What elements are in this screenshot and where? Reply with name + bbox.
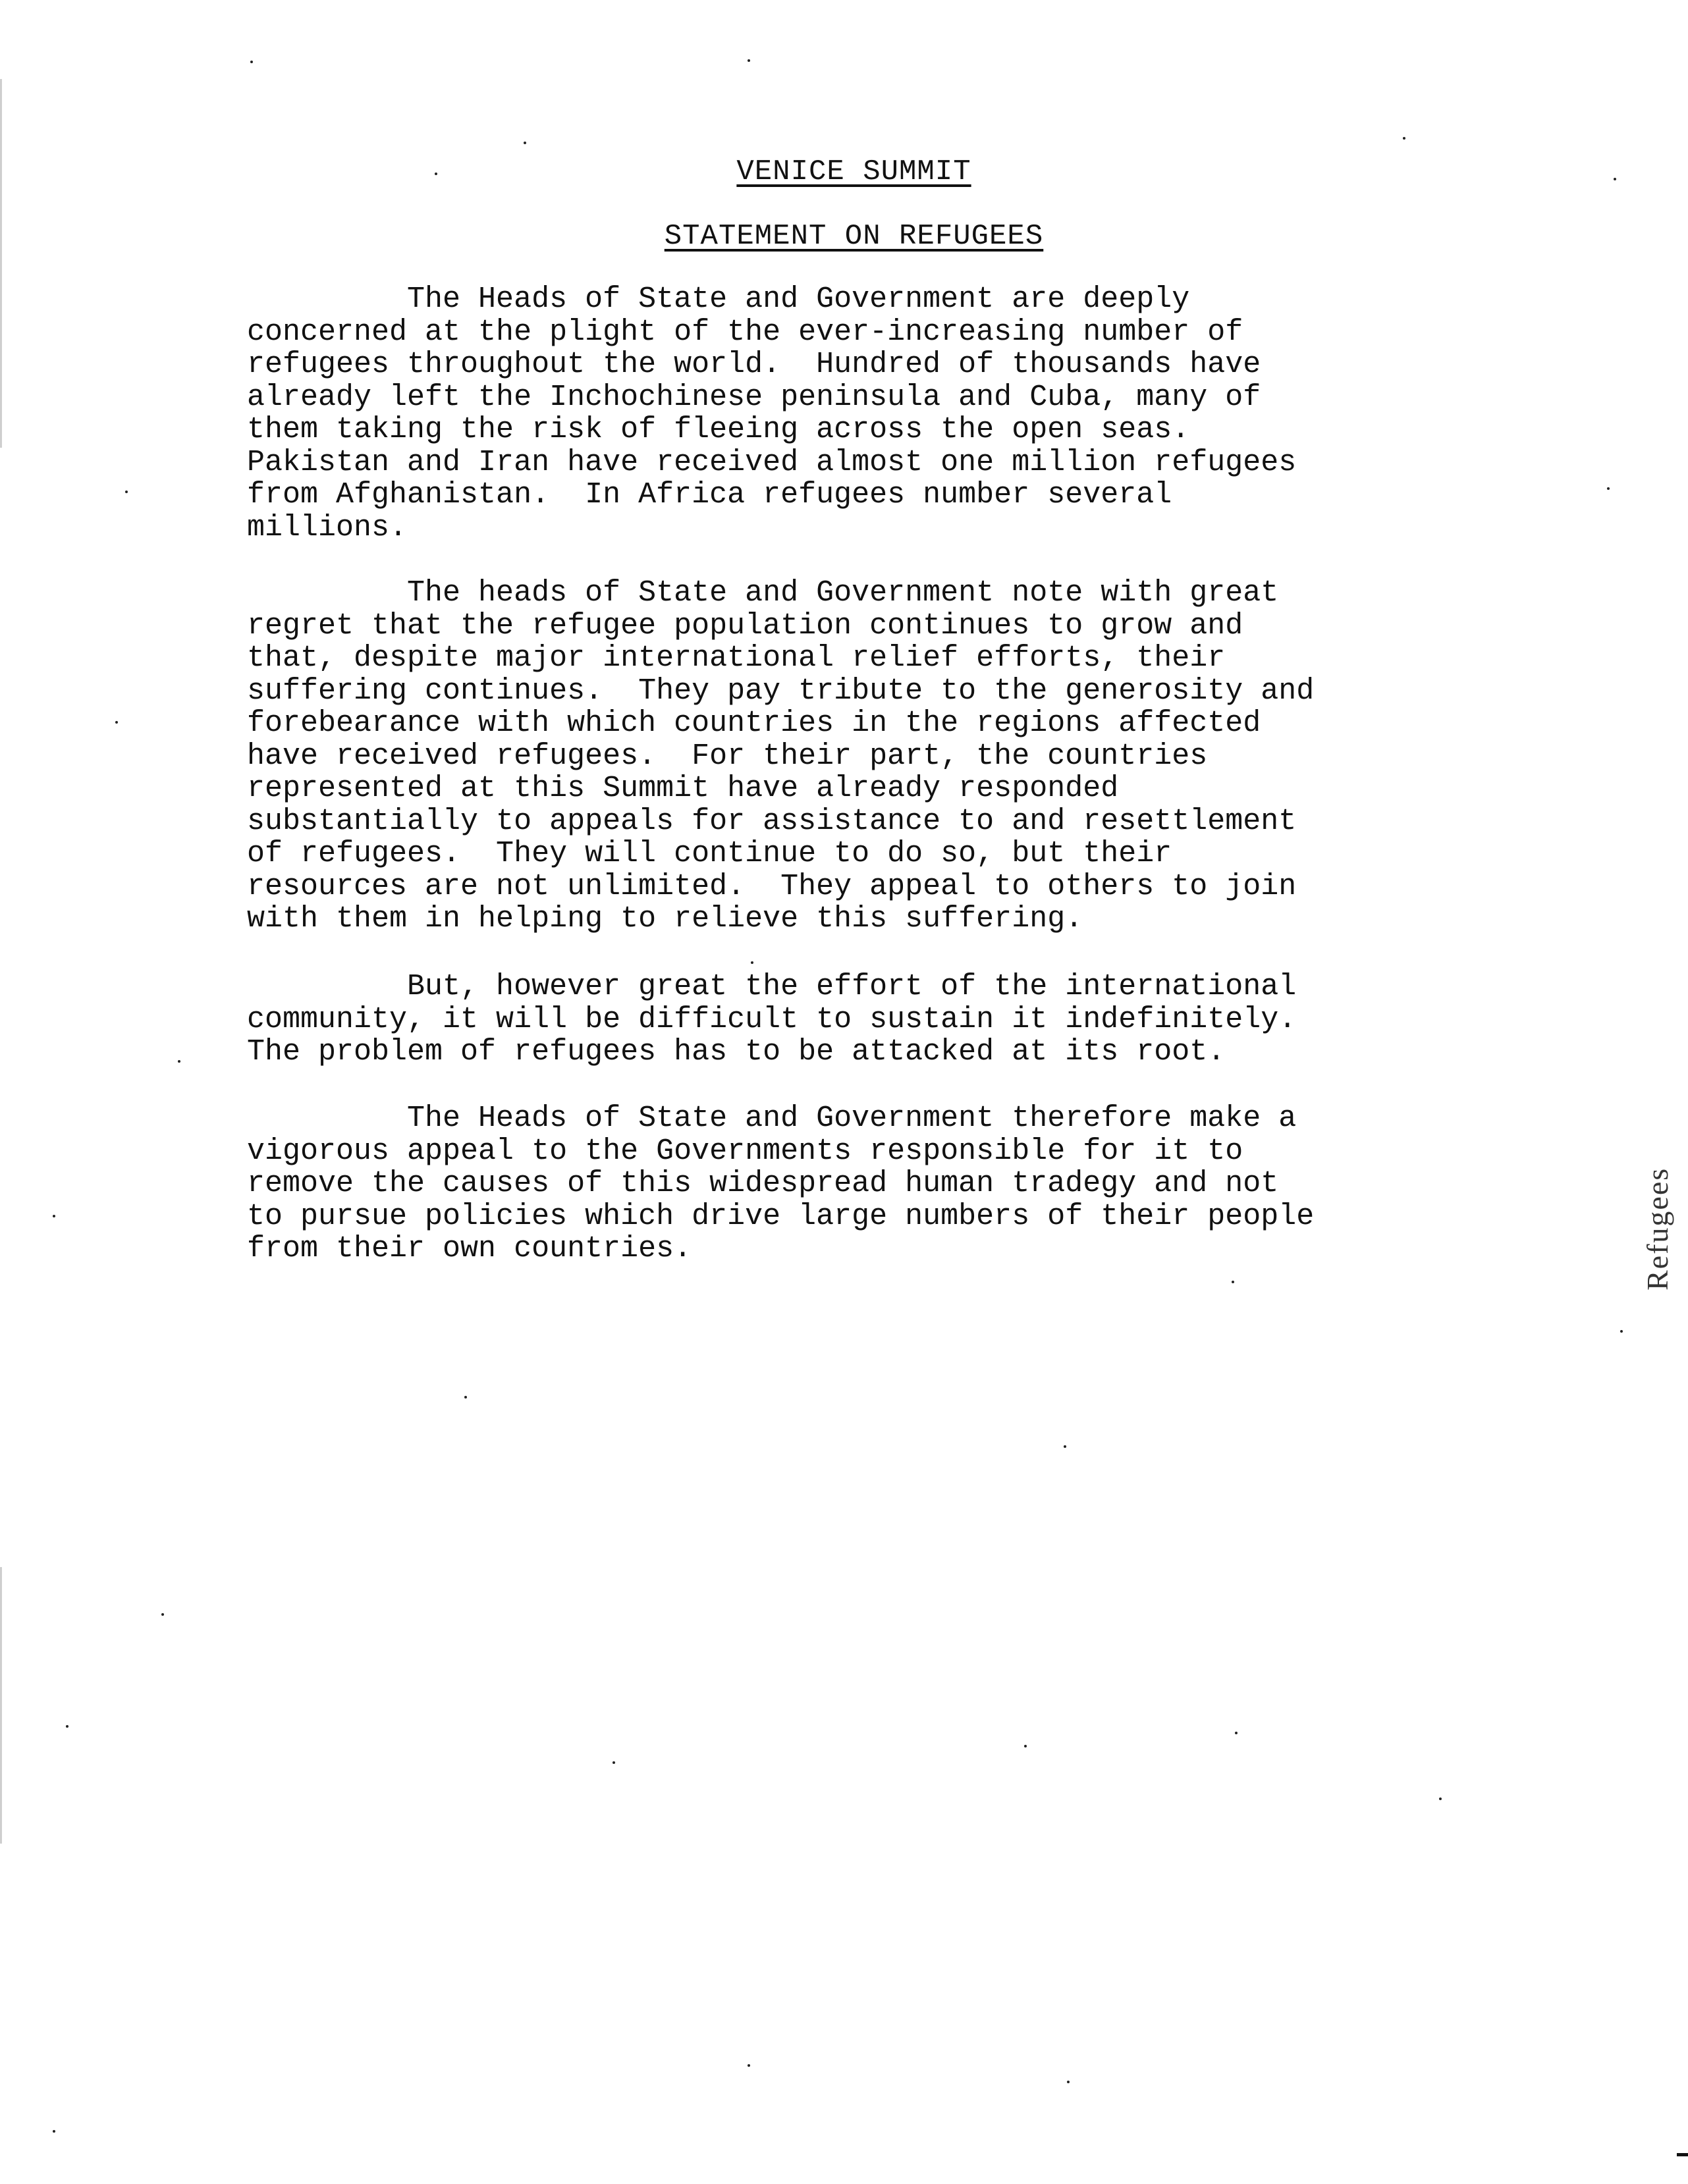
document-subtitle: STATEMENT ON REFUGEES (664, 220, 1044, 253)
paragraph-line: regret that the refugee population continues to grow and (247, 608, 1243, 643)
paragraph-4 (247, 1102, 1485, 1265)
paragraph-line: have received refugees. For their part, the countries (247, 739, 1208, 773)
paragraph-2 (247, 577, 1485, 936)
paragraph-line: vigorous appeal to the Governments responsible for it to (247, 1134, 1243, 1168)
paragraph-line: community, it will be difficult to sustain it indefinitely. (247, 1002, 1297, 1036)
paragraph-line: millions. (247, 510, 408, 545)
paragraph-line: of refugees. They will continue to do so, but their (247, 837, 1172, 870)
scan-speck (613, 1761, 615, 1764)
scan-edge-top (0, 79, 2, 448)
scan-speck (125, 491, 128, 493)
scan-speck (53, 2130, 55, 2133)
scan-edge-mark (1677, 2153, 1688, 2156)
paragraph-1 (247, 283, 1485, 544)
margin-note: Refugees (1641, 1167, 1674, 1291)
scan-speck (435, 173, 437, 175)
scan-speck (161, 1613, 164, 1616)
paragraph-line: substantially to appeals for assistance to and resettlement (247, 804, 1297, 838)
paragraph-line: represented at this Summit have already responded (247, 772, 1119, 805)
scan-speck (115, 721, 118, 724)
paragraph-line: The Heads of State and Government therefore make a (247, 1102, 1297, 1135)
paragraph-line: already left the Inchochinese peninsula and Cuba, many of (247, 380, 1261, 414)
scan-speck (178, 1060, 180, 1063)
scan-speck (1620, 1330, 1623, 1333)
scan-speck (1439, 1798, 1442, 1800)
scan-speck (1064, 1445, 1066, 1448)
scan-speck (464, 1396, 467, 1398)
paragraph-line: from their own countries. (247, 1232, 692, 1265)
scan-speck (524, 142, 526, 144)
scan-speck (1067, 2081, 1070, 2083)
paragraph-line: But, however great the effort of the international (247, 970, 1297, 1003)
paragraph-line: resources are not unlimited. They appeal to others to join (247, 869, 1297, 903)
scan-speck (1024, 1745, 1027, 1747)
paragraph-line: Pakistan and Iran have received almost one million refugees (247, 445, 1297, 479)
scan-speck (748, 2064, 750, 2067)
scan-speck (1403, 137, 1405, 140)
paragraph-line: from Afghanistan. In Africa refugees number several (247, 478, 1172, 512)
paragraph-line: refugees throughout the world. Hundred of thousands have (247, 348, 1261, 381)
paragraph-line: that, despite major international relief efforts, their (247, 641, 1226, 675)
paragraph-line: remove the causes of this widespread human tradegy and not (247, 1167, 1279, 1200)
paragraph-3 (247, 971, 1485, 1069)
paragraph-line: The Heads of State and Government are deeply (247, 282, 1190, 316)
paragraph-line: suffering continues. They pay tribute to the generosity and (247, 674, 1315, 708)
paragraph-line: forebearance with which countries in the regions affected (247, 706, 1261, 740)
paragraph-line: with them in helping to relieve this suffering. (247, 902, 1083, 936)
scan-speck (250, 61, 253, 63)
paragraph-line: them taking the risk of fleeing across the open seas. (247, 413, 1190, 446)
scan-speck (1232, 1281, 1234, 1283)
scan-speck (751, 961, 753, 964)
scan-edge-middle (0, 1567, 2, 1844)
scan-speck (53, 1215, 55, 1217)
scan-speck (66, 1725, 68, 1728)
paragraph-line: to pursue policies which drive large numbers of their people (247, 1199, 1315, 1233)
scan-speck (1235, 1732, 1238, 1734)
paragraph-line: The problem of refugees has to be attacked at its root. (247, 1035, 1226, 1069)
document-title: VENICE SUMMIT (736, 155, 971, 188)
paragraph-line: concerned at the plight of the ever-increasing number of (247, 315, 1243, 349)
scan-speck (1614, 178, 1616, 180)
paragraph-line: The heads of State and Government note with great (247, 576, 1279, 610)
scan-speck (1607, 487, 1610, 490)
scan-speck (748, 59, 750, 62)
